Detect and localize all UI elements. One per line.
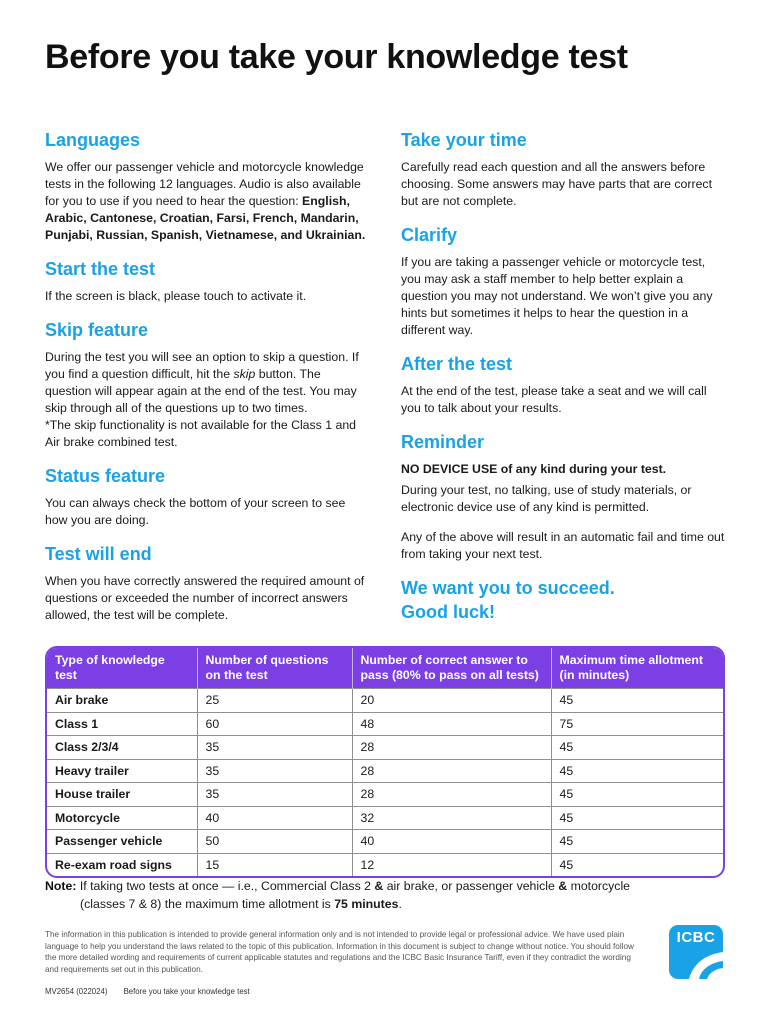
test-table <box>45 646 725 878</box>
skip-text-a: During the test you will see an option to skip a question. If you find a question difficult, hit the <box>45 350 359 381</box>
status-heading: Status feature <box>45 466 166 486</box>
cell-type: House trailer <box>47 783 197 807</box>
cell-type: Passenger vehicle <box>47 830 197 854</box>
disclaimer: The information in this publication is intended to provide general information only and is not intended to provide legal or professional advice. We have used plain language to help you understand the laws related to the topic of this publication. Information in this document is subject to change without notice. You should follow the more detailed wording and requirements of current applicable statutes and regulations and the ICBC Basic Insurance Tariff, even if they contradict the wording and requirements set out in this publication. <box>45 930 634 974</box>
note-minutes: 75 minutes <box>334 897 399 911</box>
table-row <box>47 830 723 854</box>
end-section <box>45 542 370 624</box>
skip-note: *The skip functionality is not available for the Class 1 and Air brake combined test. <box>45 418 357 449</box>
cell-time: 45 <box>551 853 723 876</box>
skip-section <box>45 318 370 451</box>
cell-correct: 32 <box>352 806 551 830</box>
cell-time: 45 <box>551 689 723 713</box>
cell-type: Heavy trailer <box>47 759 197 783</box>
time-text: Carefully read each question and all the answers before choosing. Some answers may have parts that are correct but are not complete. <box>401 160 712 208</box>
cta-line-2: Good luck! <box>401 602 495 622</box>
status-text: You can always check the bottom of your screen to see how you are doing. <box>45 496 346 527</box>
clarify-heading: Clarify <box>401 225 458 245</box>
cell-time: 45 <box>551 806 723 830</box>
table-row <box>47 853 723 876</box>
cell-questions: 35 <box>197 736 352 760</box>
table-row <box>47 689 723 713</box>
note-text-1: If taking two tests at once — i.e., Commercial Class 2 <box>76 879 375 893</box>
note-text-2: air brake, or passenger vehicle <box>383 879 559 893</box>
note-label: Note: <box>45 879 77 893</box>
cell-questions: 50 <box>197 830 352 854</box>
skip-heading: Skip feature <box>45 320 149 340</box>
cell-questions: 40 <box>197 806 352 830</box>
cell-correct: 20 <box>352 689 551 713</box>
cell-time: 45 <box>551 830 723 854</box>
status-section <box>45 464 370 529</box>
table-header-row <box>47 648 723 689</box>
cell-type: Re-exam road signs <box>47 853 197 876</box>
cell-correct: 28 <box>352 736 551 760</box>
languages-heading: Languages <box>45 130 141 150</box>
page-title: Before you take your knowledge test <box>45 38 628 76</box>
skip-text <box>45 349 370 451</box>
languages-list: English, Arabic, Cantonese, Croatian, Farsi, French, Mandarin, Punjabi, Russian, Spanish, Vietnamese, and Ukrainian. <box>45 194 366 242</box>
footer-code: MV2654 (022024) <box>45 987 108 996</box>
cta-line-1: We want you to succeed. <box>401 578 615 598</box>
cell-time: 45 <box>551 783 723 807</box>
clarify-text: If you are taking a passenger vehicle or motorcycle test, you may ask a staff member to help better explain a question you may not understand. We won’t give you any hints but sometimes it helps to hear the question in a different way. <box>401 255 713 337</box>
cell-type: Air brake <box>47 689 197 713</box>
header-correct: Number of correct answer to pass (80% to pass on all tests) <box>352 648 551 689</box>
skip-text-em: skip <box>233 367 256 381</box>
cell-type: Motorcycle <box>47 806 197 830</box>
cell-correct: 40 <box>352 830 551 854</box>
reminder-text-2: Any of the above will result in an automatic fail and time out from taking your next test. <box>401 530 725 561</box>
note-amp-2: & <box>558 879 568 893</box>
cell-questions: 35 <box>197 783 352 807</box>
table-row <box>47 736 723 760</box>
after-heading: After the test <box>401 354 513 374</box>
footer <box>45 987 250 996</box>
table-row <box>47 783 723 807</box>
right-column <box>401 128 726 624</box>
note-amp-1: & <box>374 879 384 893</box>
table-row <box>47 806 723 830</box>
footer-title: Before you take your knowledge test <box>123 987 250 996</box>
reminder-section <box>401 430 726 563</box>
languages-text <box>45 159 370 244</box>
note-text-3: motorcycle <box>567 879 631 893</box>
languages-intro: We offer our passenger vehicle and motorcycle knowledge tests in the following 12 languages. Audio is also available for you to use if you need to hear the question: <box>45 160 364 208</box>
reminder-heading: Reminder <box>401 432 485 452</box>
left-column <box>45 128 370 637</box>
clarify-section <box>401 223 726 339</box>
cell-questions: 35 <box>197 759 352 783</box>
logo-text: ICBC <box>676 929 716 946</box>
time-section <box>401 128 726 210</box>
table-row <box>47 759 723 783</box>
end-text: When you have correctly answered the required amount of questions or exceeded the number of incorrect answers allowed, the test will be complete. <box>45 574 365 622</box>
start-heading: Start the test <box>45 259 156 279</box>
start-text: If the screen is black, please touch to activate it. <box>45 289 307 303</box>
cell-correct: 48 <box>352 712 551 736</box>
cell-type: Class 2/3/4 <box>47 736 197 760</box>
cell-time: 75 <box>551 712 723 736</box>
note-line-2 <box>45 895 725 913</box>
reminder-bold: NO DEVICE USE of any kind during your test. <box>401 462 667 476</box>
table-note <box>45 877 725 913</box>
cell-correct: 28 <box>352 759 551 783</box>
skip-text-b: button. The question will appear again at the end of the test. You may skip through all of the questions up to two times. <box>45 367 357 415</box>
cell-questions: 60 <box>197 712 352 736</box>
cell-time: 45 <box>551 736 723 760</box>
icbc-logo <box>669 925 723 979</box>
header-time: Maximum time allotment (in minutes) <box>551 648 723 689</box>
after-text: At the end of the test, please take a seat and we will call you to talk about your results. <box>401 384 707 415</box>
cell-correct: 28 <box>352 783 551 807</box>
cell-questions: 15 <box>197 853 352 876</box>
note-text-5: . <box>398 897 402 911</box>
start-section <box>45 257 370 305</box>
languages-section <box>45 128 370 244</box>
note-text-4: (classes 7 & 8) the maximum time allotment is <box>80 897 335 911</box>
time-heading: Take your time <box>401 130 527 150</box>
cell-time: 45 <box>551 759 723 783</box>
after-section <box>401 352 726 417</box>
reminder-text-1: During your test, no talking, use of study materials, or electronic device use of any kind is permitted. <box>401 483 692 514</box>
cell-questions: 25 <box>197 689 352 713</box>
header-questions: Number of questions on the test <box>197 648 352 689</box>
end-heading: Test will end <box>45 544 152 564</box>
cell-correct: 12 <box>352 853 551 876</box>
table-row <box>47 712 723 736</box>
header-type: Type of knowledge test <box>47 648 197 689</box>
cell-type: Class 1 <box>47 712 197 736</box>
